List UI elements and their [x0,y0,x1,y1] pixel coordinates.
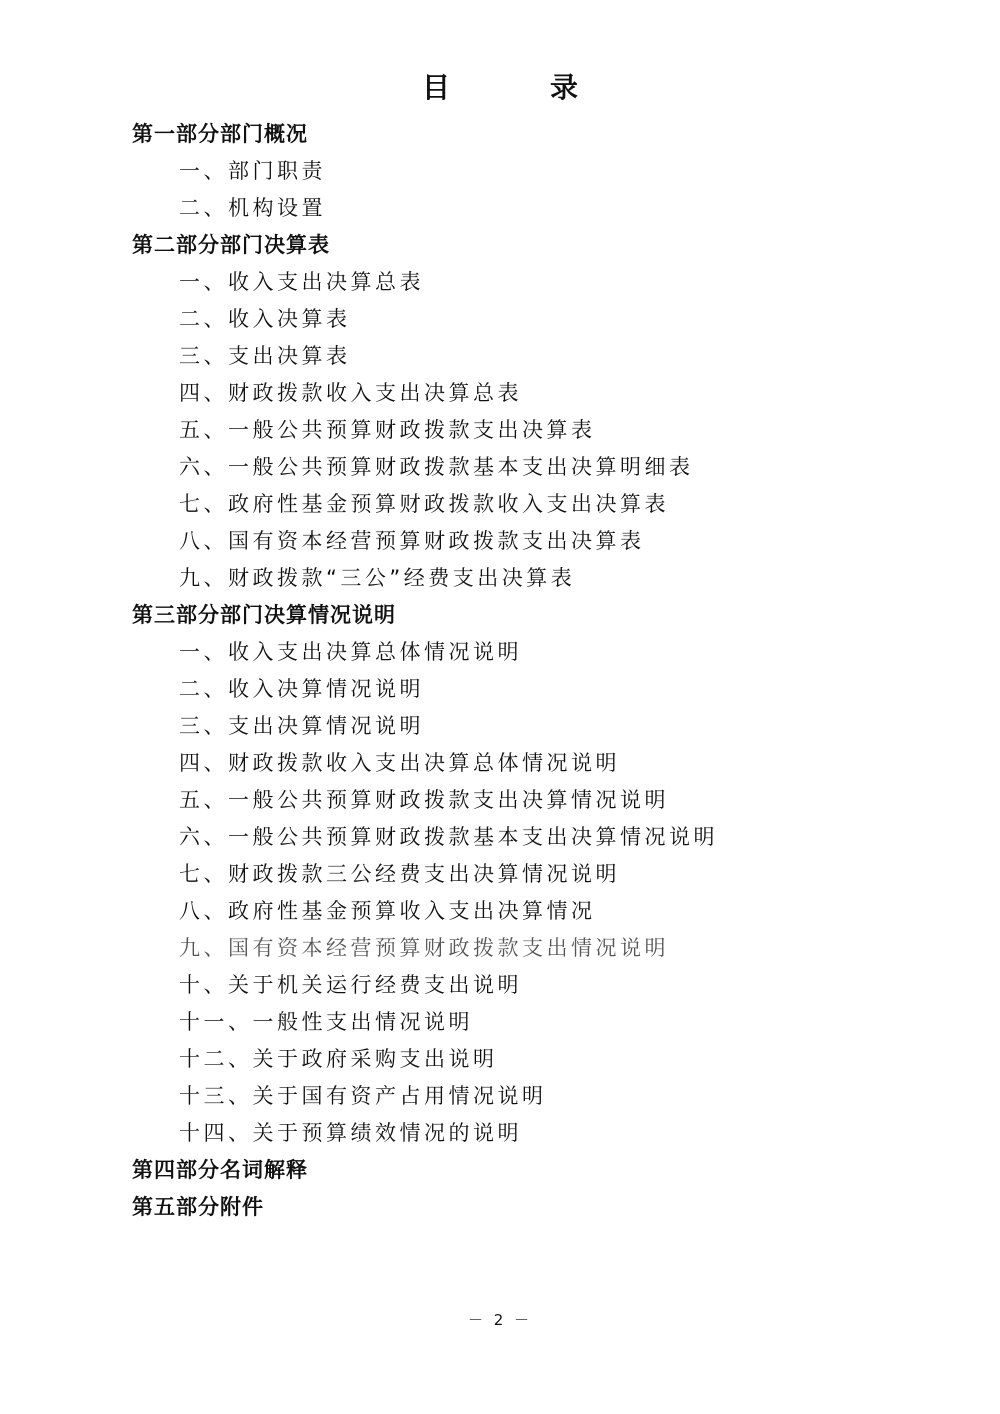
toc-entry: 三、支出决算情况说明 [179,714,424,738]
toc-entry: 六、一般公共预算财政拨款基本支出决算明细表 [179,455,694,479]
toc-entry: 十四、关于预算绩效情况的说明 [179,1121,522,1145]
toc-entry: 一、收入支出决算总体情况说明 [179,640,522,664]
toc-part-heading: 第一部分部门概况 [132,122,308,146]
toc-entry: 七、政府性基金预算财政拨款收入支出决算表 [179,492,669,516]
toc-part-heading: 第三部分部门决算情况说明 [132,603,396,627]
toc-entry: 二、收入决算情况说明 [179,677,424,701]
toc-entry: 八、国有资本经营预算财政拨款支出决算表 [179,529,645,553]
toc-entry: 十、关于机关运行经费支出说明 [179,973,522,997]
toc-entry: 一、部门职责 [179,159,326,183]
toc-part-heading: 第四部分名词解释 [132,1158,308,1182]
toc-entry: 四、财政拨款收入支出决算总体情况说明 [179,751,620,775]
toc-entry: 十一、一般性支出情况说明 [179,1010,473,1034]
toc-entry: 五、一般公共预算财政拨款支出决算情况说明 [179,788,669,812]
toc-entry: 八、政府性基金预算收入支出决算情况 [179,899,596,923]
toc-entry: 五、一般公共预算财政拨款支出决算表 [179,418,596,442]
page-number: － 2 － [467,1311,533,1329]
toc-entry: 二、收入决算表 [179,307,351,331]
toc-entry: 九、国有资本经营预算财政拨款支出情况说明 [179,936,669,960]
toc-entry: 九、财政拨款“三公”经费支出决算表 [179,566,576,590]
toc-part-heading: 第二部分部门决算表 [132,233,330,257]
table-of-contents [132,116,932,1226]
toc-part-heading: 第五部分附件 [132,1195,264,1219]
toc-entry: 二、机构设置 [179,196,326,220]
toc-entry: 三、支出决算表 [179,344,351,368]
toc-entry: 四、财政拨款收入支出决算总表 [179,381,522,405]
toc-entry: 七、财政拨款三公经费支出决算情况说明 [179,862,620,886]
toc-entry: 十二、关于政府采购支出说明 [179,1047,498,1071]
toc-entry: 一、收入支出决算总表 [179,270,424,294]
page-title: 目 录 [421,71,614,104]
toc-entry: 十三、关于国有资产占用情况说明 [179,1084,547,1108]
toc-entry: 六、一般公共预算财政拨款基本支出决算情况说明 [179,825,718,849]
